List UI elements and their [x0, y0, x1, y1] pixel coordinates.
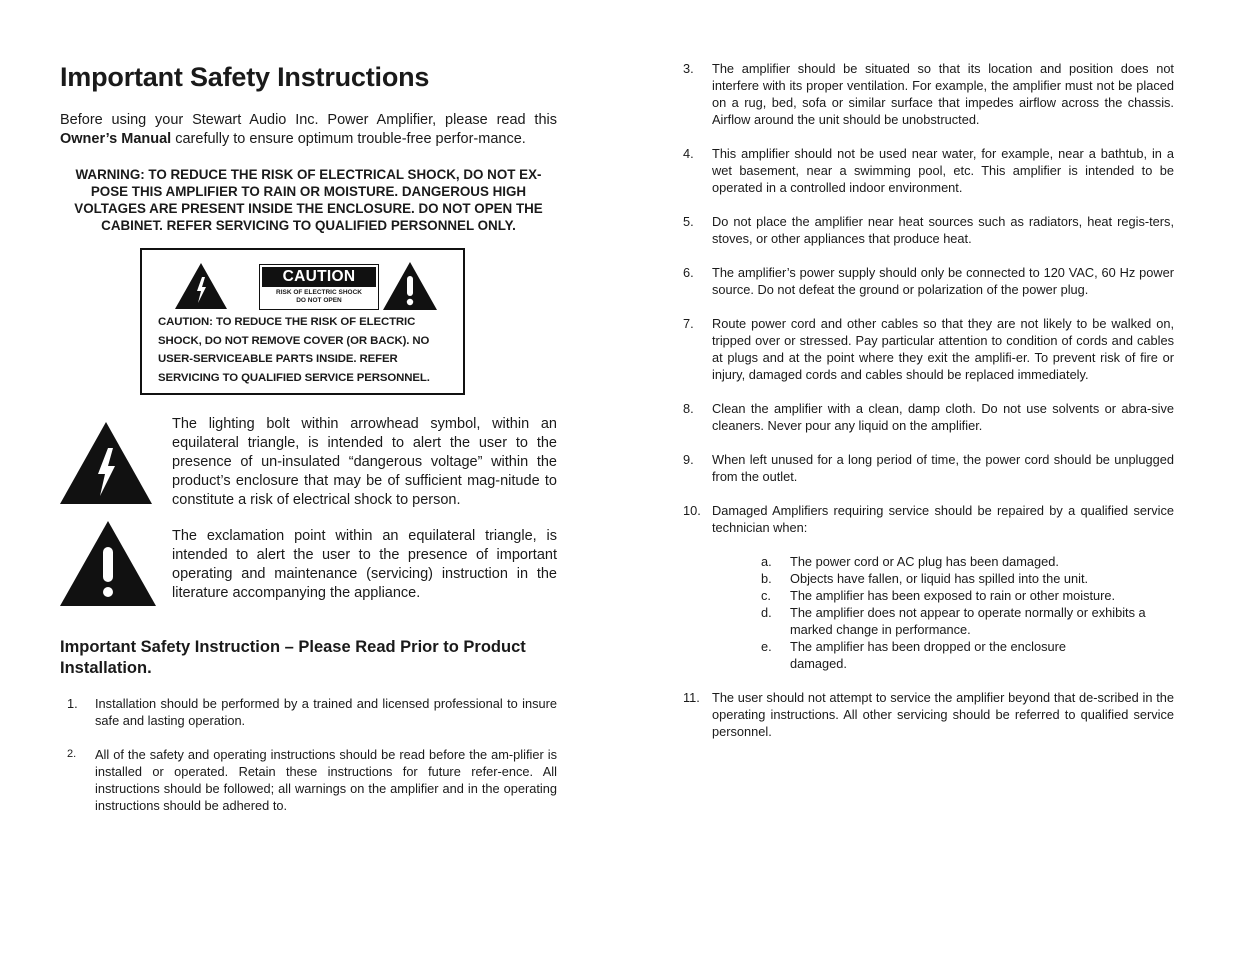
item-text: Do not place the amplifier near heat sources such as radiators, heat regis-ters, stoves, or other appliances that produce heat. — [712, 214, 1174, 246]
sub-list-item — [761, 604, 1174, 638]
list-item — [60, 695, 557, 729]
sub-item-text: The amplifier has been dropped or the enclosure damaged. — [790, 639, 1067, 671]
sub-item-text: The amplifier does not appear to operate normally or exhibits a marked change in performance. — [790, 605, 1146, 637]
item-text: When left unused for a long period of time, the power cord should be unplugged from the outlet. — [712, 452, 1174, 484]
item-text: Clean the amplifier with a clean, damp cloth. Do not use solvents or abra-sive cleaners. Never pour any liquid on the amplifier. — [712, 401, 1174, 433]
sub-list-item — [761, 638, 1174, 672]
sub-item-letter: b. — [761, 571, 772, 586]
sub-item-text: The amplifier has been exposed to rain or other moisture. — [790, 588, 1116, 603]
item-text: Damaged Amplifiers requiring service should be repaired by a qualified service technician when: — [712, 503, 1174, 535]
sub-item-letter: c. — [761, 588, 771, 603]
item-number: 10. — [683, 503, 701, 518]
item-number: 4. — [683, 146, 694, 161]
item-text: Route power cord and other cables so that they are not likely to be walked on, tripped over or stressed. Pay particular attention to condition of cords and cables at plugs and at the point where they exit the amplifi-er. To prevent risk of fire or injury, damaged cords and cables should be replaced immediately. — [712, 316, 1174, 382]
item-number: 9. — [683, 452, 694, 467]
page-title: Important Safety Instructions — [60, 62, 430, 92]
item-number: 8. — [683, 401, 694, 416]
damage-conditions-list — [761, 553, 1174, 672]
lightning-triangle-icon — [60, 422, 152, 504]
item-text: Installation should be performed by a trained and licensed professional to insure safe and lasting operation. — [95, 696, 557, 728]
list-item — [683, 689, 1174, 740]
list-item — [683, 60, 1174, 128]
item-text: The user should not attempt to service the amplifier beyond that de-scribed in the operating instructions. All other servicing should be referred to qualified service personnel. — [712, 690, 1174, 739]
caution-heading: CAUTION — [262, 267, 376, 287]
lightning-warning-icon — [175, 263, 227, 309]
section-heading: Important Safety Instruction – Please Read Prior to Product Installation. — [60, 638, 526, 677]
exclamation-triangle-icon — [60, 521, 156, 606]
instruction-list-left — [60, 695, 557, 814]
sub-item-text: Objects have fallen, or liquid has spilled into the unit. — [790, 571, 1089, 586]
list-item — [683, 315, 1174, 383]
instruction-list-right — [683, 60, 1174, 740]
item-number: 3. — [683, 61, 694, 76]
list-item — [683, 400, 1174, 434]
item-text: The amplifier’s power supply should only be connected to 120 VAC, 60 Hz power source. Do not defeat the ground or polarization of the power plug. — [712, 265, 1174, 297]
item-number: 5. — [683, 214, 694, 229]
item-number: 1. — [67, 696, 78, 711]
exclamation-warning-icon — [383, 262, 437, 310]
sub-list-item — [761, 553, 1174, 570]
list-item — [683, 145, 1174, 196]
item-number: 7. — [683, 316, 694, 331]
sub-item-text: The power cord or AC plug has been damaged. — [790, 554, 1059, 569]
lightning-symbol-explanation — [60, 415, 557, 510]
exclamation-symbol-explanation — [60, 527, 557, 603]
item-text: All of the safety and operating instructions should be read before the am-plifier is installed or operated. Retain these instructions for future refer-ence. All instructions should be followed; all warnings on the amplifier and in the operating instructions should be adhered to. — [95, 747, 557, 813]
shock-warning: WARNING: TO REDUCE THE RISK OF ELECTRICAL SHOCK, DO NOT EX-POSE THIS AMPLIFIER TO RAIN OR MOISTURE. DANGEROUS HIGH VOLTAGES ARE PRESENT INSIDE THE ENCLOSURE. DO NOT OPEN THE CABINET. REFER SERVICING TO QUALIFIED PERSONNEL ONLY. — [74, 167, 543, 233]
caution-sticker-line2: DO NOT OPEN — [296, 297, 342, 304]
item-number: 11. — [683, 690, 700, 705]
sub-list-item — [761, 570, 1174, 587]
list-item — [60, 746, 557, 814]
intro-paragraph — [60, 111, 557, 149]
item-text: This amplifier should not be used near water, for example, near a bathtub, in a wet basement, near a swimming pool, etc. This amplifier is intended to be operated in a controlled indoor environment. — [712, 146, 1174, 195]
owners-manual-emphasis: Owner’s Manual — [60, 131, 172, 147]
intro-text-end: carefully to ensure optimum trouble-free perfor-mance. — [171, 131, 526, 147]
list-item — [683, 264, 1174, 298]
sub-item-letter: d. — [761, 605, 772, 620]
caution-label-box — [140, 248, 465, 395]
lightning-symbol-text: The lighting bolt within arrowhead symbol, within an equilateral triangle, is intended to alert the user to the presence of un-insulated “dangerous voltage” within the product’s enclosure that may be of sufficient mag-nitude to constitute a risk of electrical shock to person. — [172, 416, 557, 508]
caution-sticker-line1: RISK OF ELECTRIC SHOCK — [276, 289, 362, 296]
sub-item-letter: a. — [761, 554, 772, 569]
item-number: 2. — [67, 748, 77, 760]
caution-label-text: CAUTION: TO REDUCE THE RISK OF ELECTRIC SHOCK, DO NOT REMOVE COVER (OR BACK). NO USER-SERVICEABLE PARTS INSIDE. REFER SERVICING TO QUALIFIED SERVICE PERSONNEL. — [158, 316, 430, 384]
list-item — [683, 451, 1174, 485]
sub-list-item — [761, 587, 1174, 604]
sub-item-letter: e. — [761, 639, 772, 654]
item-text: The amplifier should be situated so that its location and position does not interfere with its proper ventilation. For example, the amplifier must not be placed on a rug, bed, sofa or similar surface that impedes airflow across the chassis. Airflow around the unit should be unobstructed. — [712, 61, 1174, 127]
intro-text-start: Before using your Stewart Audio Inc. Power Amplifier, please read this — [60, 112, 557, 128]
item-number: 6. — [683, 265, 694, 280]
exclamation-symbol-text: The exclamation point within an equilateral triangle, is intended to alert the user to the presence of important operating and maintenance (servicing) instruction in the literature accompanying the appliance. — [172, 528, 557, 601]
right-page — [683, 60, 1174, 757]
list-item — [683, 213, 1174, 247]
caution-sticker — [259, 264, 379, 310]
list-item — [683, 502, 1174, 672]
left-page — [60, 58, 557, 831]
